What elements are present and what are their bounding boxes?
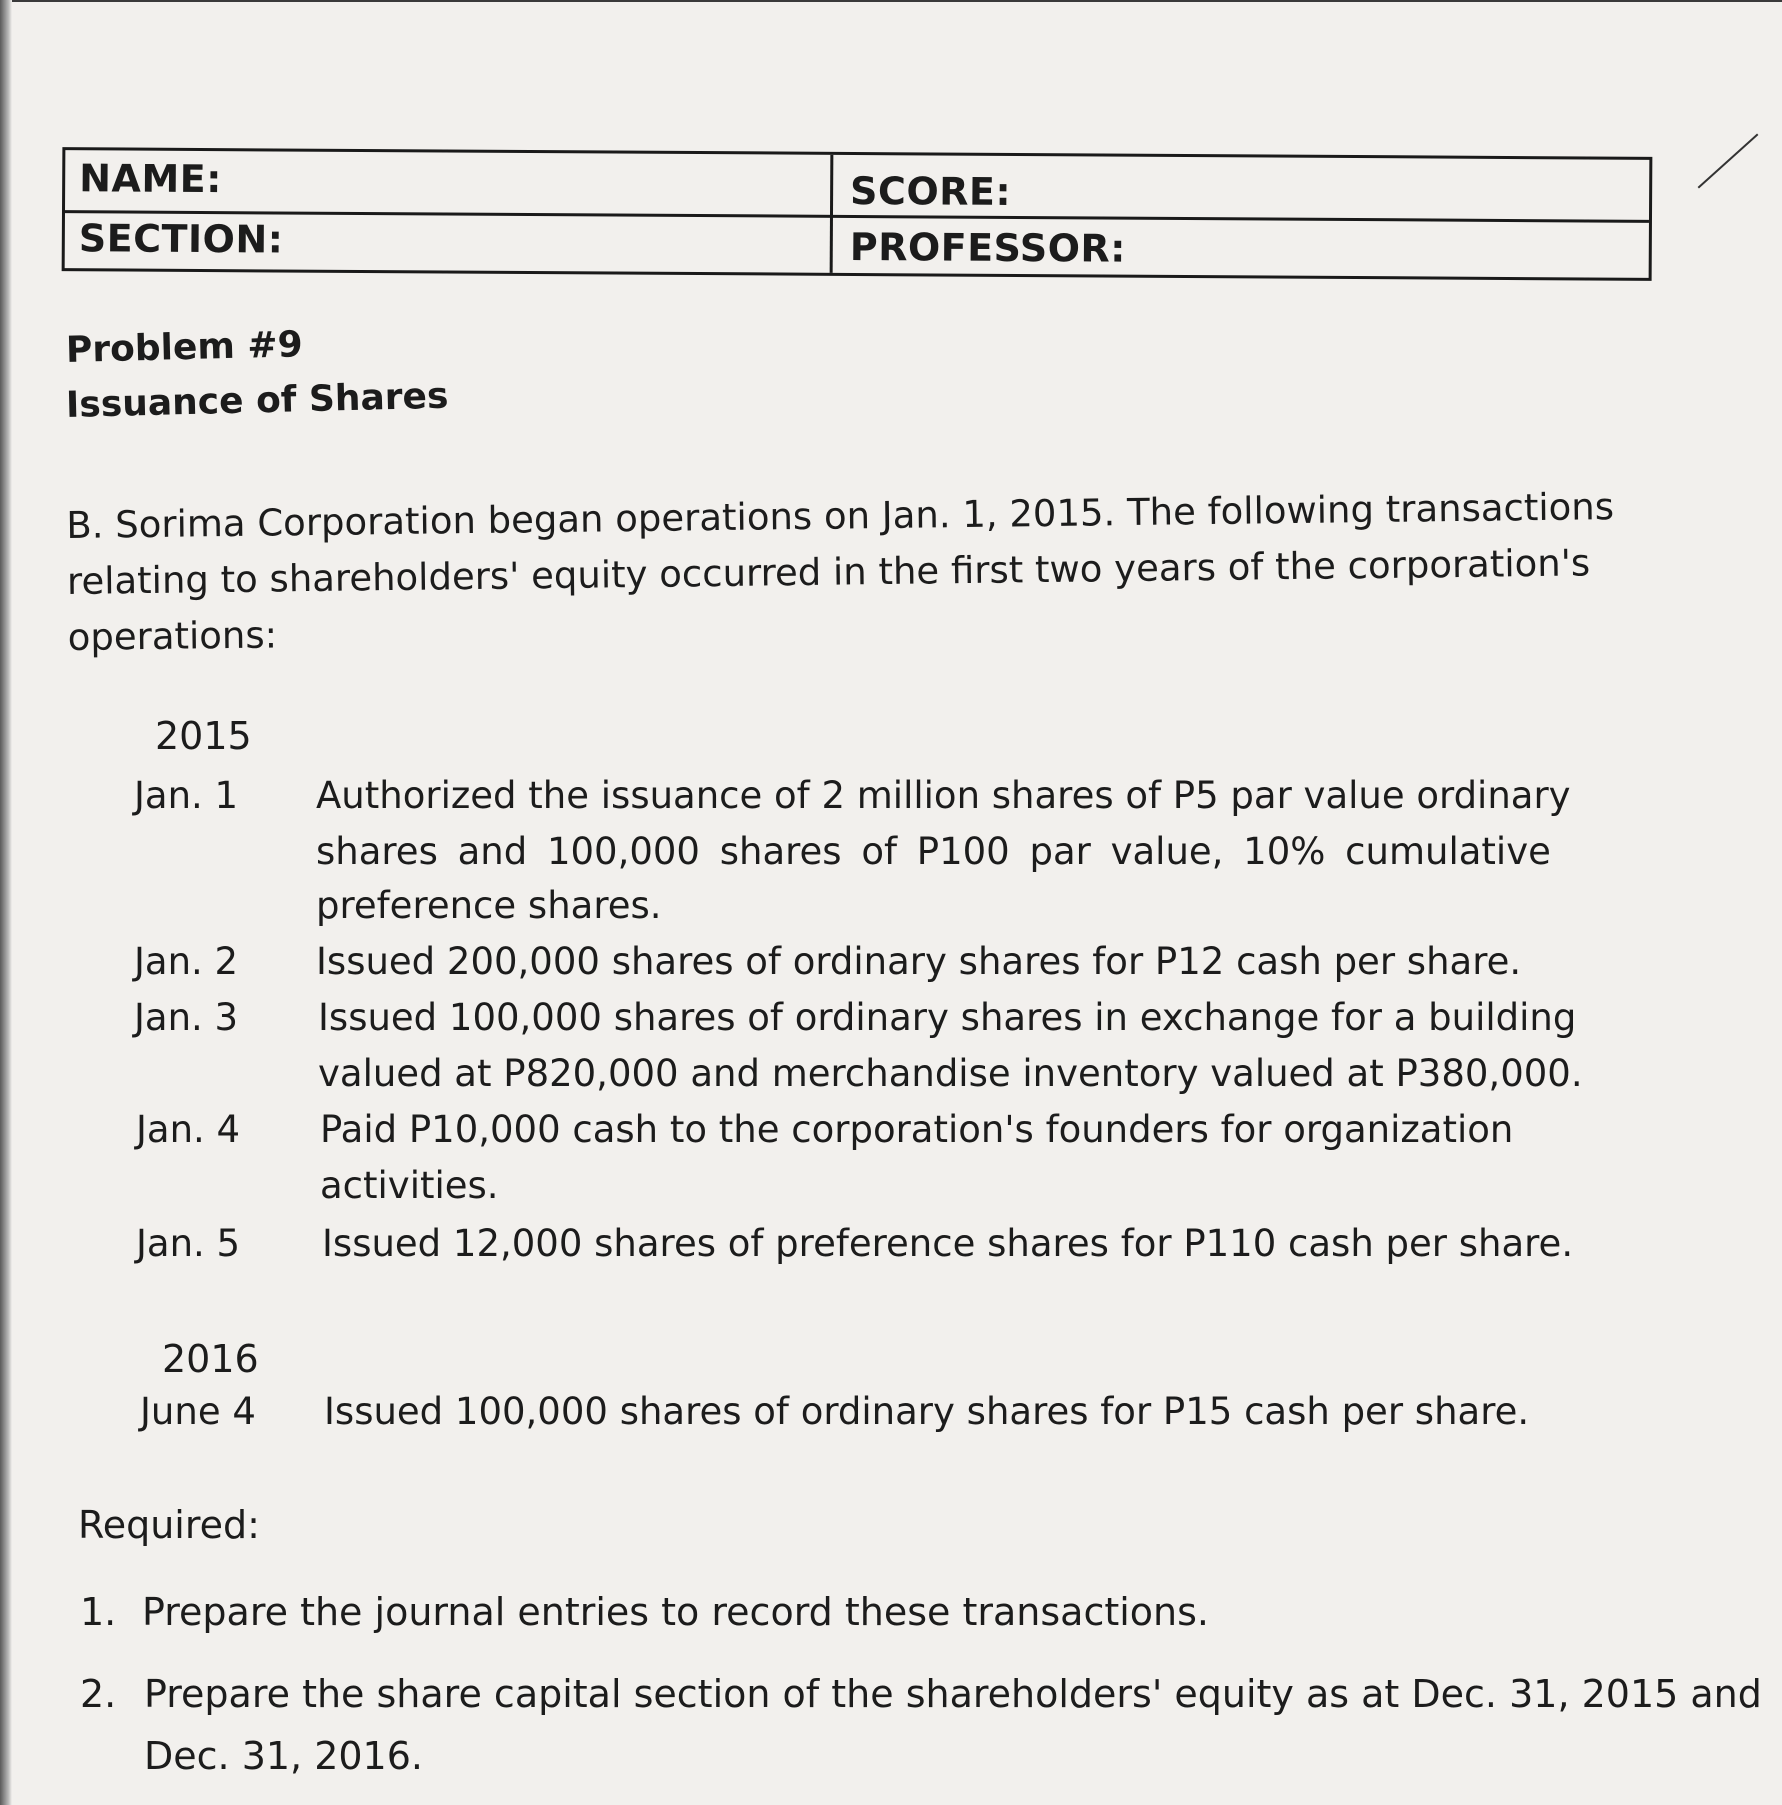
required-item-text: Prepare the share capital section of the shareholders' equity as at Dec. 31, 2015 and [144, 1672, 1762, 1716]
pencil-check-mark [1698, 133, 1759, 188]
transaction-text: valued at P820,000 and merchandise inventory valued at P380,000. [318, 1052, 1583, 1095]
year-heading: 2016 [162, 1337, 259, 1381]
transaction-text: Paid P10,000 cash to the corporation's founders for organization [320, 1108, 1514, 1151]
required-label: Required: [78, 1503, 260, 1547]
header-form-box [62, 147, 1653, 281]
intro-paragraph [66, 478, 1668, 666]
transaction-date: Jan. 3 [134, 996, 239, 1039]
score-label: SCORE: [850, 168, 1012, 214]
transaction-date: Jan. 2 [134, 940, 239, 983]
transaction-text: activities. [320, 1164, 499, 1207]
transaction-text: Authorized the issuance of 2 million shares of P5 par value ordinary [316, 774, 1571, 817]
intro-line: relating to shareholders' equity occurred in the first two years of the corporation's [66, 541, 1591, 603]
transaction-text: Issued 100,000 shares of ordinary shares in exchange for a building [318, 996, 1577, 1039]
transaction-text: shares and 100,000 shares of P100 par value, 10% cumulative [316, 830, 1551, 873]
intro-line: operations: [67, 613, 278, 659]
header-divider-vertical [830, 155, 834, 273]
problem-title: Issuance of Shares [65, 375, 449, 426]
transaction-text: preference shares. [316, 884, 662, 927]
intro-line: B. Sorima Corporation began operations on Jan. 1, 2015. The following transactions [66, 485, 1615, 547]
required-item-text: Dec. 31, 2016. [144, 1734, 423, 1778]
transaction-text: Issued 200,000 shares of ordinary shares for P12 cash per share. [316, 940, 1522, 983]
transaction-text: Issued 100,000 shares of ordinary shares for P15 cash per share. [324, 1390, 1530, 1433]
transaction-date: Jan. 5 [136, 1222, 241, 1265]
required-item-number: 2. [80, 1672, 117, 1716]
required-item-text: Prepare the journal entries to record these transactions. [142, 1590, 1210, 1634]
page-top-edge [0, 0, 1782, 2]
required-item-number: 1. [80, 1590, 117, 1634]
scan-left-edge [0, 0, 12, 1805]
transaction-date: June 4 [140, 1390, 256, 1433]
transaction-text: Issued 12,000 shares of preference shares for P110 cash per share. [322, 1222, 1574, 1265]
transaction-date: Jan. 4 [136, 1108, 241, 1151]
year-heading: 2015 [155, 714, 252, 758]
transaction-date: Jan. 1 [134, 774, 239, 817]
professor-label: PROFESSOR: [849, 224, 1127, 271]
problem-number: Problem #9 [65, 324, 304, 371]
name-label: NAME: [79, 156, 223, 202]
section-label: SECTION: [78, 216, 284, 262]
